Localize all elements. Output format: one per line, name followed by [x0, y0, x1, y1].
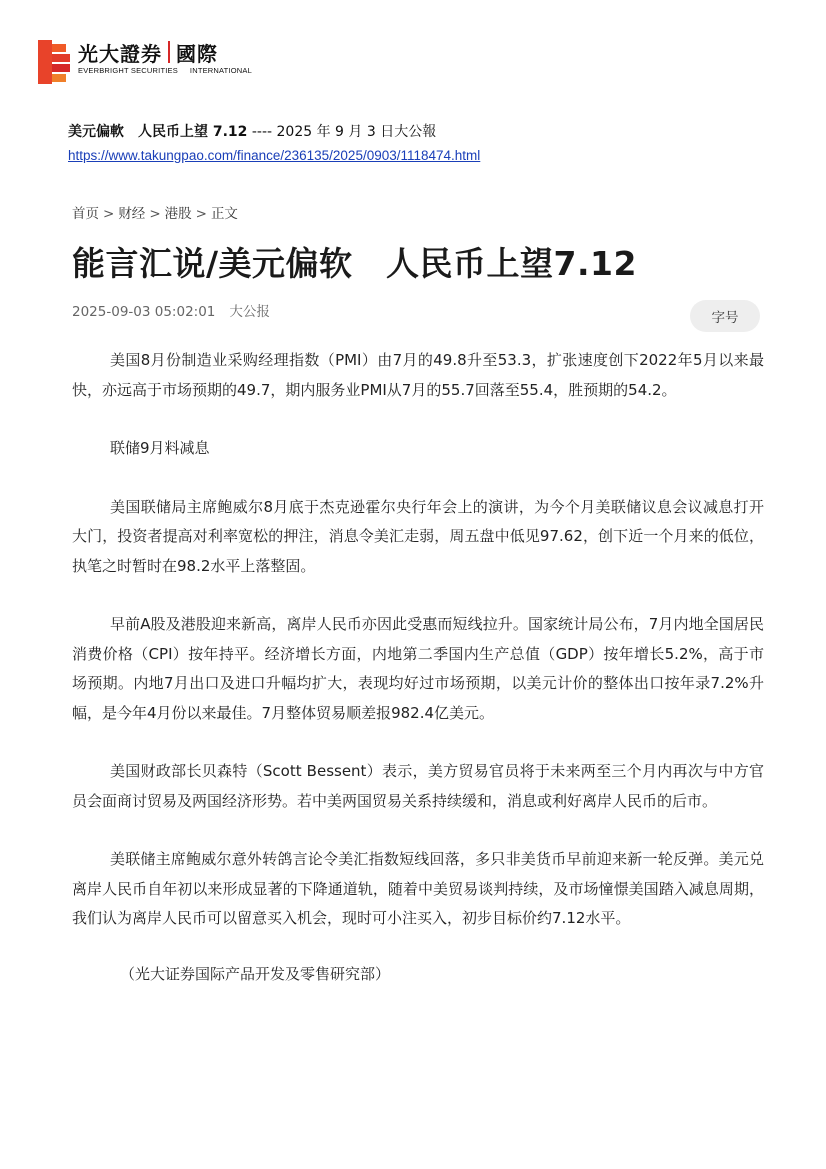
article-paragraph: 美国联储局主席鲍威尔8月底于杰克逊霍尔央行年会上的演讲，为今个月美联储议息会议减息打开大门，投资者提高对利率宽松的押注，消息令美汇走弱，周五盘中低见97.62，创下近一个月来的低位，执笔之时暂时在98.2水平上落整固。	[72, 497, 764, 575]
source-date: ---- 2025 年 9 月 3 日大公報	[247, 124, 437, 140]
source-line	[68, 121, 436, 141]
article-meta	[72, 300, 270, 320]
breadcrumb-separator: >	[103, 206, 115, 222]
breadcrumb-item-hkstocks[interactable]: 港股	[164, 206, 192, 222]
article-subheading: 联储9月料减息	[110, 439, 210, 457]
logo-mark-icon	[38, 40, 72, 84]
article-paragraph: 早前A股及港股迎来新高，离岸人民币亦因此受惠而短线拉升。国家统计局公布，7月内地全国居民消费价格（CPI）按年持平。经济增长方面，内地第二季国内生产总值（GDP）按年增长5.2%，高于市场预期。内地7月出口及进口升幅均扩大，表现均好过市场预期，以美元计价的整体出口按年录7.2%升幅，是今年4月份以来最佳。7月整体贸易顺差报982.4亿美元。	[72, 615, 764, 722]
article-footer: （光大证券国际产品开发及零售研究部）	[120, 964, 391, 983]
article-datetime: 2025-09-03 05:02:01	[72, 304, 216, 320]
article-body	[72, 346, 764, 984]
font-size-button[interactable]: 字号	[690, 300, 760, 332]
article-paragraph: 美国8月份制造业采购经理指数（PMI）由7月的49.8升至53.3，扩张速度创下2022年5月以来最快，亦远高于市场预期的49.7，期内服务业PMI从7月的55.7回落至55.4，胜预期的54.2。	[72, 351, 764, 399]
logo-divider	[168, 41, 170, 63]
breadcrumb-separator: >	[195, 206, 207, 222]
article-paragraph: 美联储主席鲍威尔意外转鸽言论令美汇指数短线回落，多只非美货币早前迎来新一轮反弹。美元兑离岸人民币自年初以来形成显著的下降通道轨，随着中美贸易谈判持续，及市场憧憬美国踏入减息周期，我们认为离岸人民币可以留意买入机会，现时可小注买入，初步目标价约7.12水平。	[72, 850, 764, 927]
breadcrumb-item-home[interactable]: 首页	[72, 206, 99, 222]
breadcrumb-item-finance[interactable]: 财经	[118, 206, 146, 222]
breadcrumb-separator: >	[149, 206, 161, 222]
breadcrumb	[72, 202, 238, 222]
logo-name-cn: 光大證券	[78, 41, 162, 66]
logo-name-en-intl: INTERNATIONAL	[189, 66, 252, 75]
source-url-link[interactable]: https://www.takungpao.com/finance/236135/2025/0903/1118474.html	[68, 148, 481, 163]
article-publisher: 大公报	[229, 304, 270, 320]
article-paragraph: 美国财政部长贝森特（Scott Bessent）表示，美方贸易官员将于未来两至三个月内再次与中方官员会面商讨贸易及两国经济形势。若中美两国贸易关系持续缓和，消息或利好离岸人民币的后市。	[72, 762, 764, 810]
source-headline: 美元偏軟 人民币上望 7.12	[68, 124, 248, 140]
logo-name-en: EVERBRIGHT SECURITIES	[78, 66, 178, 75]
logo-name-cn-intl: 國際	[176, 41, 218, 66]
company-logo	[38, 40, 252, 84]
breadcrumb-item-article: 正文	[210, 206, 238, 222]
article-title: 能言汇说/美元偏软 人民币上望7.12	[72, 244, 637, 283]
